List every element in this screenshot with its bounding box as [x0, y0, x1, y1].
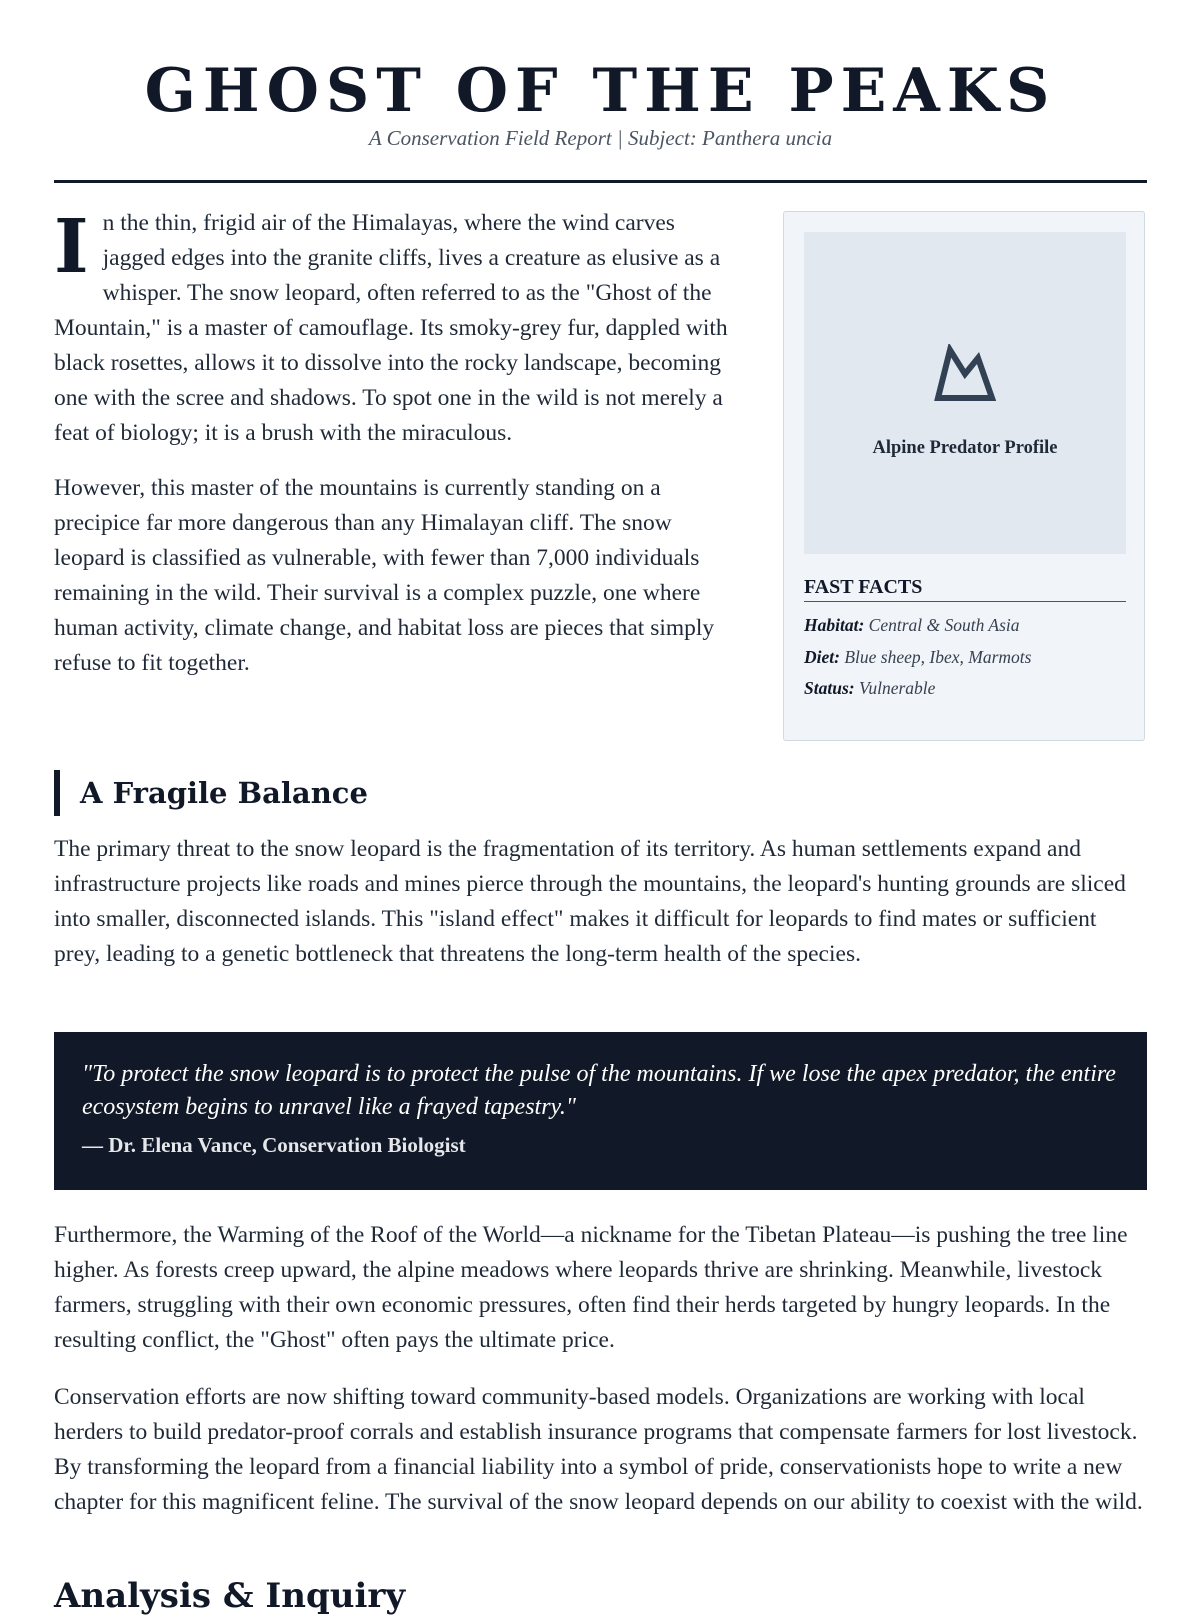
- fast-facts-title: FAST FACTS: [804, 576, 1126, 602]
- fast-facts-sidebar: [783, 211, 1145, 741]
- quote-author: — Dr. Elena Vance, Conservation Biologist: [82, 1133, 466, 1157]
- pull-quote: [54, 1032, 1147, 1190]
- fact-label: Status:: [804, 678, 855, 698]
- section-paragraph-3: Conservation efforts are now shifting toward community-based models. Organizations are working with local herders to build predator-proof corrals and establish insurance programs that compensate farmers for lost livestock. By transforming the leopard from a financial liability into a symbol of pride, conservationists hope to write a new chapter for this magnificent feline. The survival of the snow leopard depends on our ability to coexist with the wild.: [54, 1384, 1143, 1515]
- section-paragraph-1: The primary threat to the snow leopard is the fragmentation of its territory. As human settlements expand and infrastructure projects like roads and mines pierce through the mountains, the leopard's hunting grounds are sliced into smaller, disconnected islands. This "island effect" makes it difficult for leopards to find mates or sufficient prey, leading to a genetic bottleneck that threatens the long-term health of the species.: [54, 836, 1126, 967]
- article-subtitle: A Conservation Field Report | Subject: Panthera uncia: [368, 126, 833, 150]
- mountain-icon: [934, 344, 996, 402]
- fact-habitat: [804, 610, 1126, 642]
- quote-text: "To protect the snow leopard is to protect the pulse of the mountains. If we lose the apex predator, the entire ecosystem begins to unravel like a frayed tapestry.": [82, 1061, 1116, 1120]
- fact-value: Blue sheep, Ibex, Marmots: [844, 646, 1032, 667]
- fact-label: Habitat:: [804, 615, 865, 635]
- intro-paragraph-2: However, this master of the mountains is currently standing on a precipice far more dangerous than any Himalayan cliff. The snow leopard is classified as vulnerable, with fewer than 7,000 individuals remaining in the wild. Their survival is a complex puzzle, one where human activity, climate change, and habitat loss are pieces that simply refuse to fit together.: [54, 475, 715, 676]
- fact-value: Central & South Asia: [868, 615, 1020, 635]
- intro-paragraph-1-text: n the thin, frigid air of the Himalayas, where the wind carves jagged edges into the granite cliffs, lives a creature as elusive as a whisper. The snow leopard, often referred to as the "Ghost of the Mountain," is a master of camouflage. Its smoky-grey fur, dappled with black rosettes, allows it to dissolve into the rocky landscape, becoming one with the scree and shadows. To spot one in the wild is not merely a feat of biology; it is a brush with the miraculous.: [54, 210, 728, 446]
- image-caption: Alpine Predator Profile: [872, 438, 1058, 458]
- fact-value: Vulnerable: [858, 678, 936, 698]
- drop-cap: I: [54, 204, 89, 290]
- profile-image-placeholder: [804, 232, 1126, 554]
- section-paragraph-2: Furthermore, the Warming of the Roof of the World—a nickname for the Tibetan Plateau—is pushing the tree line higher. As forests creep upward, the alpine meadows where leopards thrive are shrinking. Meanwhile, livestock farmers, struggling with their own economic pressures, often find their herds targeted by hungry leopards. In the resulting conflict, the "Ghost" often pays the ultimate price.: [54, 1222, 1128, 1353]
- section-heading: A Fragile Balance: [54, 770, 368, 816]
- intro-paragraph-1: [54, 206, 737, 451]
- article-title: GHOST OF THE PEAKS: [144, 56, 1057, 126]
- fact-diet: [804, 642, 1126, 674]
- fact-label: Diet:: [804, 646, 840, 667]
- intro-section: [54, 206, 737, 701]
- next-section-heading: Analysis & Inquiry: [54, 1576, 406, 1616]
- fact-status: [804, 673, 1126, 705]
- header-divider: [54, 180, 1147, 183]
- fast-facts-list: [804, 610, 1126, 705]
